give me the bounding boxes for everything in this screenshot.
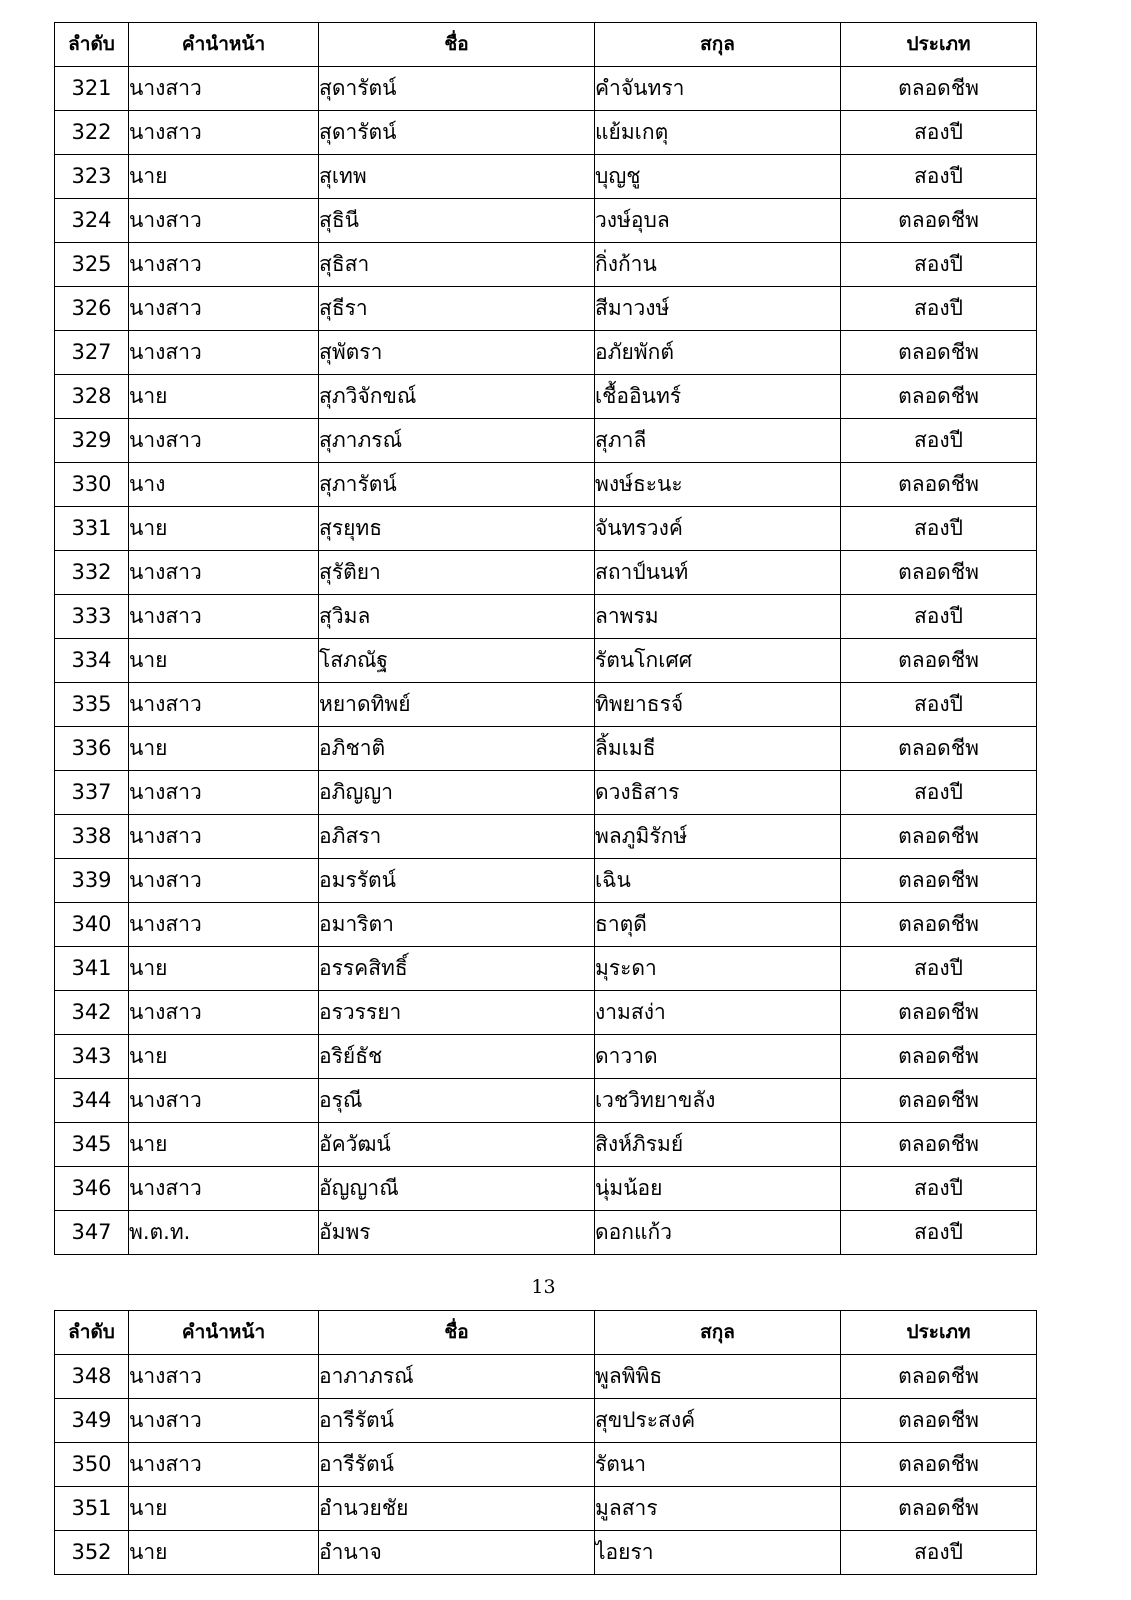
cell-first-name: สุรยุทธ: [319, 507, 595, 551]
cell-last-name: คำจันทรา: [595, 67, 841, 111]
cell-type: ตลอดชีพ: [841, 859, 1037, 903]
table-row: [55, 991, 1037, 1035]
header-type: ประเภท: [841, 1311, 1037, 1355]
cell-prefix: นางสาว: [129, 815, 319, 859]
table-body-top: [55, 67, 1037, 1255]
table-row: [55, 507, 1037, 551]
cell-no: 352: [55, 1531, 129, 1575]
header-last-name: สกุล: [595, 23, 841, 67]
cell-no: 351: [55, 1487, 129, 1531]
cell-type: ตลอดชีพ: [841, 375, 1037, 419]
cell-type: ตลอดชีพ: [841, 727, 1037, 771]
roster-table-top: [54, 22, 1037, 1255]
cell-type: ตลอดชีพ: [841, 1079, 1037, 1123]
cell-first-name: สุดารัตน์: [319, 67, 595, 111]
cell-last-name: ดอกแก้ว: [595, 1211, 841, 1255]
cell-prefix: นาย: [129, 727, 319, 771]
cell-type: สองปี: [841, 1167, 1037, 1211]
cell-prefix: นางสาว: [129, 595, 319, 639]
table-row: [55, 375, 1037, 419]
cell-no: 344: [55, 1079, 129, 1123]
cell-type: ตลอดชีพ: [841, 1123, 1037, 1167]
cell-first-name: สุภวิจักขณ์: [319, 375, 595, 419]
table-row: [55, 595, 1037, 639]
cell-last-name: สถาป์นนท์: [595, 551, 841, 595]
cell-type: ตลอดชีพ: [841, 67, 1037, 111]
cell-prefix: นาย: [129, 155, 319, 199]
cell-last-name: สีมาวงษ์: [595, 287, 841, 331]
cell-no: 329: [55, 419, 129, 463]
cell-type: สองปี: [841, 507, 1037, 551]
table-row: [55, 1211, 1037, 1255]
header-row: [55, 23, 1037, 67]
cell-no: 337: [55, 771, 129, 815]
cell-type: สองปี: [841, 111, 1037, 155]
table-row: [55, 771, 1037, 815]
cell-first-name: อรวรรยา: [319, 991, 595, 1035]
cell-no: 324: [55, 199, 129, 243]
cell-no: 349: [55, 1399, 129, 1443]
cell-last-name: จันทรวงค์: [595, 507, 841, 551]
cell-prefix: นางสาว: [129, 551, 319, 595]
cell-no: 348: [55, 1355, 129, 1399]
cell-prefix: นางสาว: [129, 419, 319, 463]
cell-type: สองปี: [841, 287, 1037, 331]
cell-last-name: ธาตุดี: [595, 903, 841, 947]
cell-no: 340: [55, 903, 129, 947]
table-row: [55, 1399, 1037, 1443]
roster-table-bottom: [54, 1310, 1037, 1575]
cell-prefix: นางสาว: [129, 1443, 319, 1487]
cell-prefix: นางสาว: [129, 771, 319, 815]
cell-first-name: อรุณี: [319, 1079, 595, 1123]
cell-first-name: สุธีรา: [319, 287, 595, 331]
cell-first-name: หยาดทิพย์: [319, 683, 595, 727]
cell-first-name: อารีรัตน์: [319, 1399, 595, 1443]
cell-no: 347: [55, 1211, 129, 1255]
cell-type: ตลอดชีพ: [841, 199, 1037, 243]
cell-prefix: นาย: [129, 507, 319, 551]
cell-type: ตลอดชีพ: [841, 639, 1037, 683]
cell-last-name: พงษ์ธะนะ: [595, 463, 841, 507]
table-row: [55, 1487, 1037, 1531]
cell-first-name: สุรัติยา: [319, 551, 595, 595]
cell-last-name: ทิพยาธรจ์: [595, 683, 841, 727]
cell-last-name: มูลสาร: [595, 1487, 841, 1531]
cell-prefix: นาง: [129, 463, 319, 507]
cell-type: ตลอดชีพ: [841, 815, 1037, 859]
table-row: [55, 683, 1037, 727]
cell-no: 336: [55, 727, 129, 771]
cell-no: 346: [55, 1167, 129, 1211]
cell-no: 328: [55, 375, 129, 419]
cell-last-name: มุระดา: [595, 947, 841, 991]
cell-type: สองปี: [841, 595, 1037, 639]
cell-first-name: สุภาภรณ์: [319, 419, 595, 463]
cell-first-name: สุภารัตน์: [319, 463, 595, 507]
cell-no: 342: [55, 991, 129, 1035]
cell-last-name: สุขประสงค์: [595, 1399, 841, 1443]
cell-type: ตลอดชีพ: [841, 1487, 1037, 1531]
cell-no: 321: [55, 67, 129, 111]
cell-first-name: สุเทพ: [319, 155, 595, 199]
cell-first-name: อภิญญา: [319, 771, 595, 815]
cell-first-name: สุธิสา: [319, 243, 595, 287]
cell-no: 323: [55, 155, 129, 199]
table-row: [55, 243, 1037, 287]
table-row: [55, 859, 1037, 903]
cell-prefix: นางสาว: [129, 1355, 319, 1399]
cell-no: 343: [55, 1035, 129, 1079]
cell-last-name: ดวงธิสาร: [595, 771, 841, 815]
cell-last-name: ไอยรา: [595, 1531, 841, 1575]
cell-type: สองปี: [841, 771, 1037, 815]
cell-prefix: นาย: [129, 1035, 319, 1079]
cell-last-name: เวชวิทยาขลัง: [595, 1079, 841, 1123]
cell-first-name: สุธินี: [319, 199, 595, 243]
cell-type: ตลอดชีพ: [841, 903, 1037, 947]
table-row: [55, 551, 1037, 595]
cell-no: 334: [55, 639, 129, 683]
table-row: [55, 1531, 1037, 1575]
cell-first-name: อภิชาติ: [319, 727, 595, 771]
cell-first-name: อริย์ธัช: [319, 1035, 595, 1079]
cell-first-name: สุพัตรา: [319, 331, 595, 375]
cell-prefix: นาย: [129, 947, 319, 991]
cell-prefix: นางสาว: [129, 1167, 319, 1211]
cell-prefix: นางสาว: [129, 683, 319, 727]
cell-prefix: นาย: [129, 1487, 319, 1531]
cell-prefix: นางสาว: [129, 1399, 319, 1443]
cell-type: สองปี: [841, 419, 1037, 463]
cell-first-name: สุดารัตน์: [319, 111, 595, 155]
table-row: [55, 1167, 1037, 1211]
table-row: [55, 903, 1037, 947]
cell-last-name: รัตนา: [595, 1443, 841, 1487]
cell-first-name: อรรคสิทธิ์: [319, 947, 595, 991]
cell-first-name: อภิสรา: [319, 815, 595, 859]
cell-prefix: นางสาว: [129, 111, 319, 155]
cell-first-name: อัมพร: [319, 1211, 595, 1255]
cell-no: 338: [55, 815, 129, 859]
table-row: [55, 947, 1037, 991]
cell-type: สองปี: [841, 683, 1037, 727]
cell-type: ตลอดชีพ: [841, 1355, 1037, 1399]
cell-last-name: ลิ้มเมธี: [595, 727, 841, 771]
cell-last-name: งามสง่า: [595, 991, 841, 1035]
cell-last-name: สิงห์ภิรมย์: [595, 1123, 841, 1167]
cell-prefix: นางสาว: [129, 903, 319, 947]
cell-first-name: อัญญาณี: [319, 1167, 595, 1211]
cell-no: 325: [55, 243, 129, 287]
header-prefix: คำนำหน้า: [129, 1311, 319, 1355]
cell-last-name: รัตนโกเศศ: [595, 639, 841, 683]
cell-type: ตลอดชีพ: [841, 331, 1037, 375]
header-row: [55, 1311, 1037, 1355]
cell-last-name: เชื้ออินทร์: [595, 375, 841, 419]
cell-first-name: อัควัฒน์: [319, 1123, 595, 1167]
table-row: [55, 1035, 1037, 1079]
cell-first-name: อาภาภรณ์: [319, 1355, 595, 1399]
header-first-name: ชื่อ: [319, 1311, 595, 1355]
table-row: [55, 287, 1037, 331]
cell-prefix: นางสาว: [129, 199, 319, 243]
header-type: ประเภท: [841, 23, 1037, 67]
cell-last-name: วงษ์อุบล: [595, 199, 841, 243]
header-no: ลำดับ: [55, 1311, 129, 1355]
cell-last-name: กิ่งก้าน: [595, 243, 841, 287]
cell-prefix: นาย: [129, 375, 319, 419]
table-row: [55, 727, 1037, 771]
cell-type: สองปี: [841, 1531, 1037, 1575]
cell-prefix: นางสาว: [129, 331, 319, 375]
table-row: [55, 815, 1037, 859]
cell-type: สองปี: [841, 947, 1037, 991]
cell-no: 322: [55, 111, 129, 155]
table-row: [55, 1355, 1037, 1399]
table-body-bottom: [55, 1355, 1037, 1575]
page-number: 13: [531, 1276, 556, 1298]
table-row: [55, 419, 1037, 463]
cell-prefix: นางสาว: [129, 859, 319, 903]
cell-last-name: สุภาลี: [595, 419, 841, 463]
cell-no: 326: [55, 287, 129, 331]
table-row: [55, 1123, 1037, 1167]
cell-prefix: นางสาว: [129, 1079, 319, 1123]
cell-no: 333: [55, 595, 129, 639]
cell-first-name: อารีรัตน์: [319, 1443, 595, 1487]
cell-type: ตลอดชีพ: [841, 1443, 1037, 1487]
cell-first-name: โสภณัฐ: [319, 639, 595, 683]
cell-type: สองปี: [841, 1211, 1037, 1255]
cell-prefix: นาย: [129, 1123, 319, 1167]
header-first-name: ชื่อ: [319, 23, 595, 67]
cell-prefix: นางสาว: [129, 991, 319, 1035]
table-row: [55, 67, 1037, 111]
cell-last-name: พลภูมิรักษ์: [595, 815, 841, 859]
cell-no: 330: [55, 463, 129, 507]
cell-first-name: สุวิมล: [319, 595, 595, 639]
cell-prefix: นางสาว: [129, 67, 319, 111]
cell-no: 335: [55, 683, 129, 727]
cell-type: ตลอดชีพ: [841, 1399, 1037, 1443]
cell-no: 345: [55, 1123, 129, 1167]
cell-last-name: ลาพรม: [595, 595, 841, 639]
table-row: [55, 155, 1037, 199]
table-row: [55, 463, 1037, 507]
cell-type: ตลอดชีพ: [841, 991, 1037, 1035]
cell-first-name: อมรรัตน์: [319, 859, 595, 903]
table-row: [55, 331, 1037, 375]
cell-type: สองปี: [841, 155, 1037, 199]
cell-prefix: นาย: [129, 1531, 319, 1575]
cell-first-name: อำนวยชัย: [319, 1487, 595, 1531]
cell-no: 350: [55, 1443, 129, 1487]
table-row: [55, 111, 1037, 155]
cell-last-name: พูลพิพิธ: [595, 1355, 841, 1399]
cell-last-name: อภัยพักต์: [595, 331, 841, 375]
cell-type: ตลอดชีพ: [841, 1035, 1037, 1079]
table-row: [55, 639, 1037, 683]
header-prefix: คำนำหน้า: [129, 23, 319, 67]
cell-last-name: นุ่มน้อย: [595, 1167, 841, 1211]
header-last-name: สกุล: [595, 1311, 841, 1355]
cell-first-name: อมาริตา: [319, 903, 595, 947]
cell-last-name: แย้มเกตุ: [595, 111, 841, 155]
table-row: [55, 1443, 1037, 1487]
cell-no: 341: [55, 947, 129, 991]
cell-prefix: นาย: [129, 639, 319, 683]
cell-prefix: นางสาว: [129, 287, 319, 331]
cell-first-name: อำนาจ: [319, 1531, 595, 1575]
cell-prefix: นางสาว: [129, 243, 319, 287]
cell-type: ตลอดชีพ: [841, 551, 1037, 595]
cell-no: 327: [55, 331, 129, 375]
cell-last-name: บุญชู: [595, 155, 841, 199]
cell-type: สองปี: [841, 243, 1037, 287]
table-row: [55, 1079, 1037, 1123]
cell-prefix: พ.ต.ท.: [129, 1211, 319, 1255]
table-row: [55, 199, 1037, 243]
cell-no: 331: [55, 507, 129, 551]
cell-last-name: ดาวาด: [595, 1035, 841, 1079]
header-no: ลำดับ: [55, 23, 129, 67]
cell-no: 339: [55, 859, 129, 903]
cell-last-name: เฉิน: [595, 859, 841, 903]
cell-type: ตลอดชีพ: [841, 463, 1037, 507]
cell-no: 332: [55, 551, 129, 595]
